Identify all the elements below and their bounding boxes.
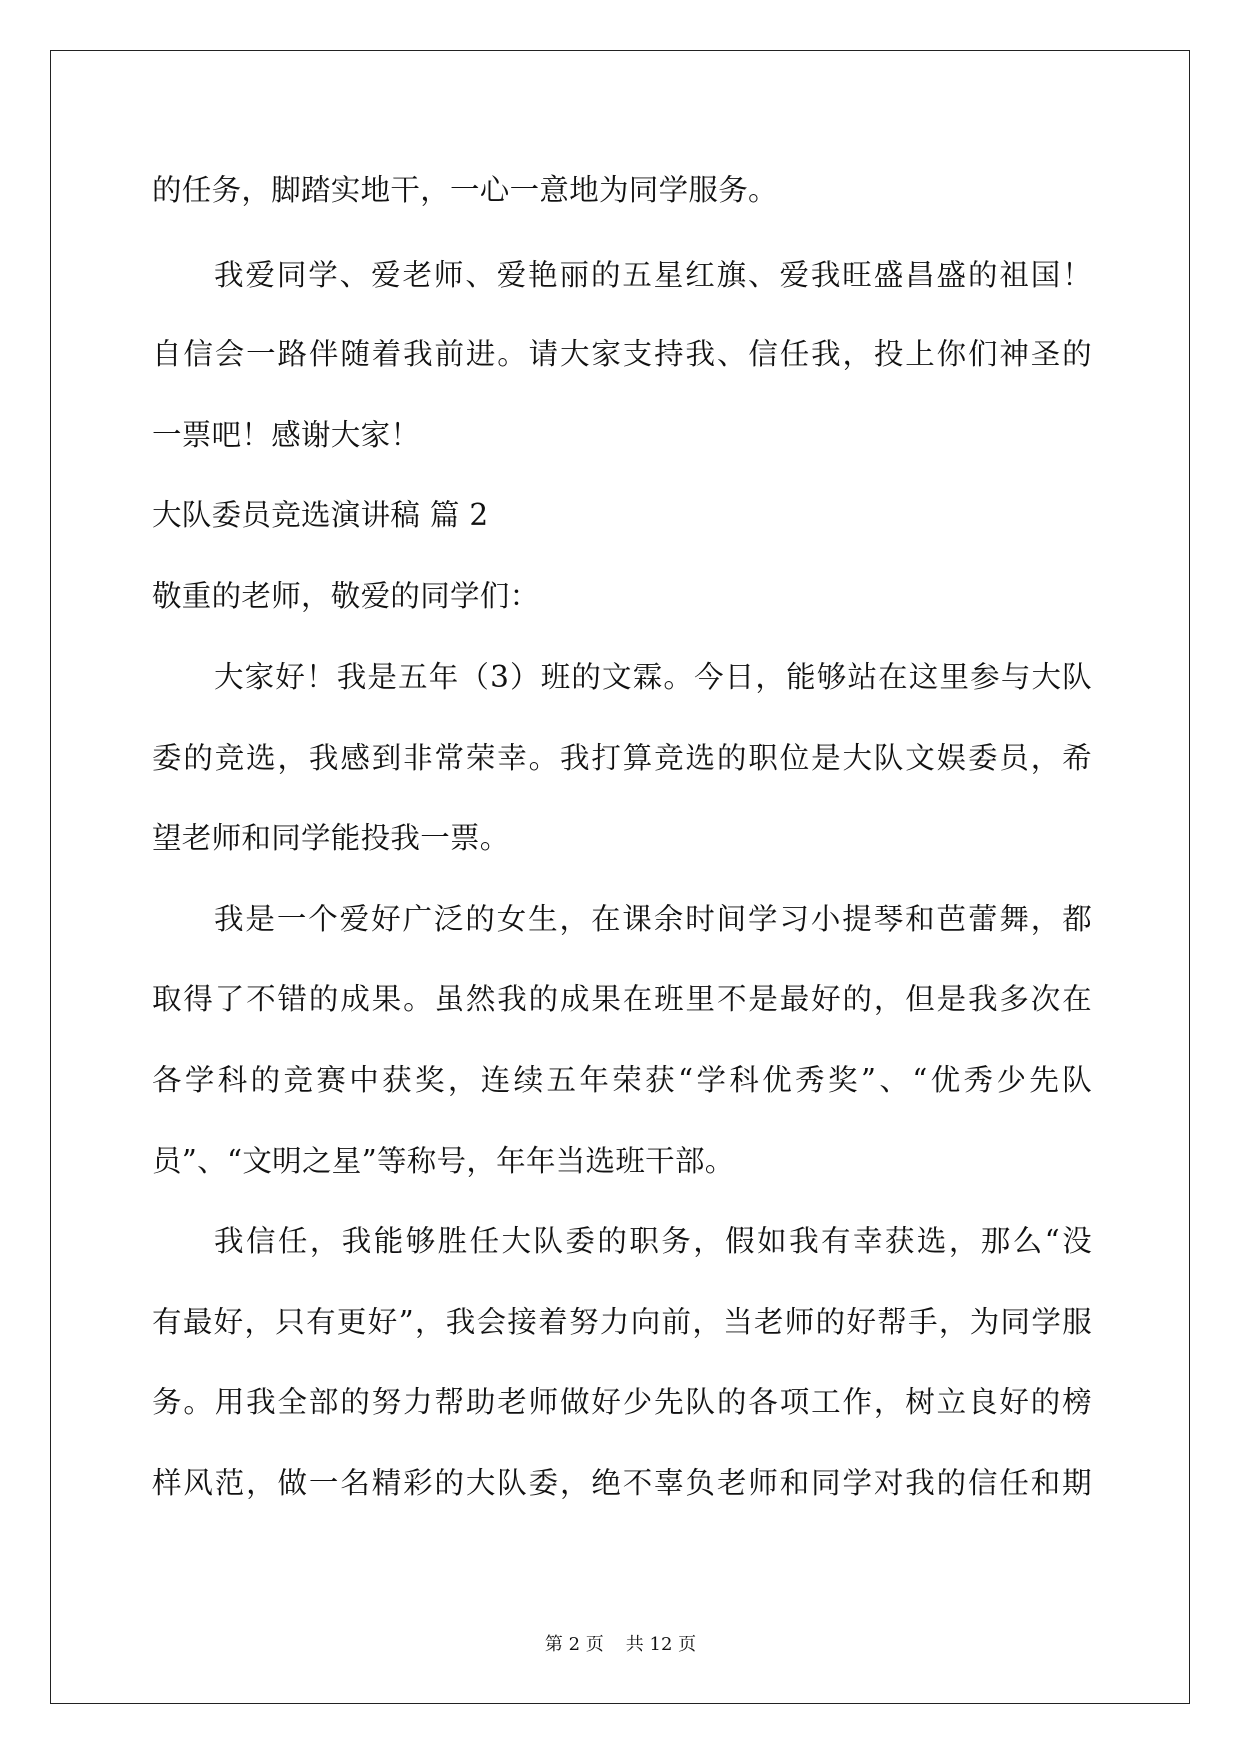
text-line: 取得了不错的成果。虽然我的成果在班里不是最好的，但是我多次在 (152, 982, 1092, 1016)
page-number: 第 2 页 (544, 1634, 604, 1655)
text-line: 样风范，做一名精彩的大队委，绝不辜负老师和同学对我的信任和期 (152, 1466, 1092, 1500)
text-line: 望老师和同学能投我一票。 (152, 821, 510, 855)
text-line: 的任务，脚踏实地干，一心一意地为同学服务。 (152, 173, 778, 207)
text-line: 自信会一路伴随着我前进。请大家支持我、信任我，投上你们神圣的 (152, 337, 1092, 371)
text-line: 大家好！我是五年（3）班的文霖。今日，能够站在这里参与大队 (214, 660, 1092, 694)
text-line: 我是一个爱好广泛的女生，在课余时间学习小提琴和芭蕾舞，都 (214, 902, 1092, 936)
text-line: 各学科的竞赛中获奖，连续五年荣获“学科优秀奖”、“优秀少先队 (152, 1063, 1092, 1097)
page-footer (0, 1630, 1241, 1656)
section-heading: 大队委员竞选演讲稿 篇 2 (152, 498, 489, 532)
salutation: 敬重的老师，敬爱的同学们： (152, 579, 540, 613)
text-line: 务。用我全部的努力帮助老师做好少先队的各项工作，树立良好的榜 (152, 1385, 1092, 1419)
text-line: 我爱同学、爱老师、爱艳丽的五星红旗、爱我旺盛昌盛的祖国！ (214, 258, 1092, 292)
text-line: 一票吧！感谢大家！ (152, 418, 421, 452)
text-line: 有最好，只有更好”，我会接着努力向前，当老师的好帮手，为同学服 (152, 1305, 1092, 1339)
text-line: 委的竞选，我感到非常荣幸。我打算竞选的职位是大队文娱委员，希 (152, 741, 1092, 775)
text-line: 我信任，我能够胜任大队委的职务，假如我有幸获选，那么“没 (214, 1224, 1092, 1258)
page-total: 共 12 页 (625, 1634, 697, 1655)
text-line: 员”、“文明之星”等称号，年年当选班干部。 (152, 1144, 735, 1178)
page-border (50, 50, 1190, 1704)
